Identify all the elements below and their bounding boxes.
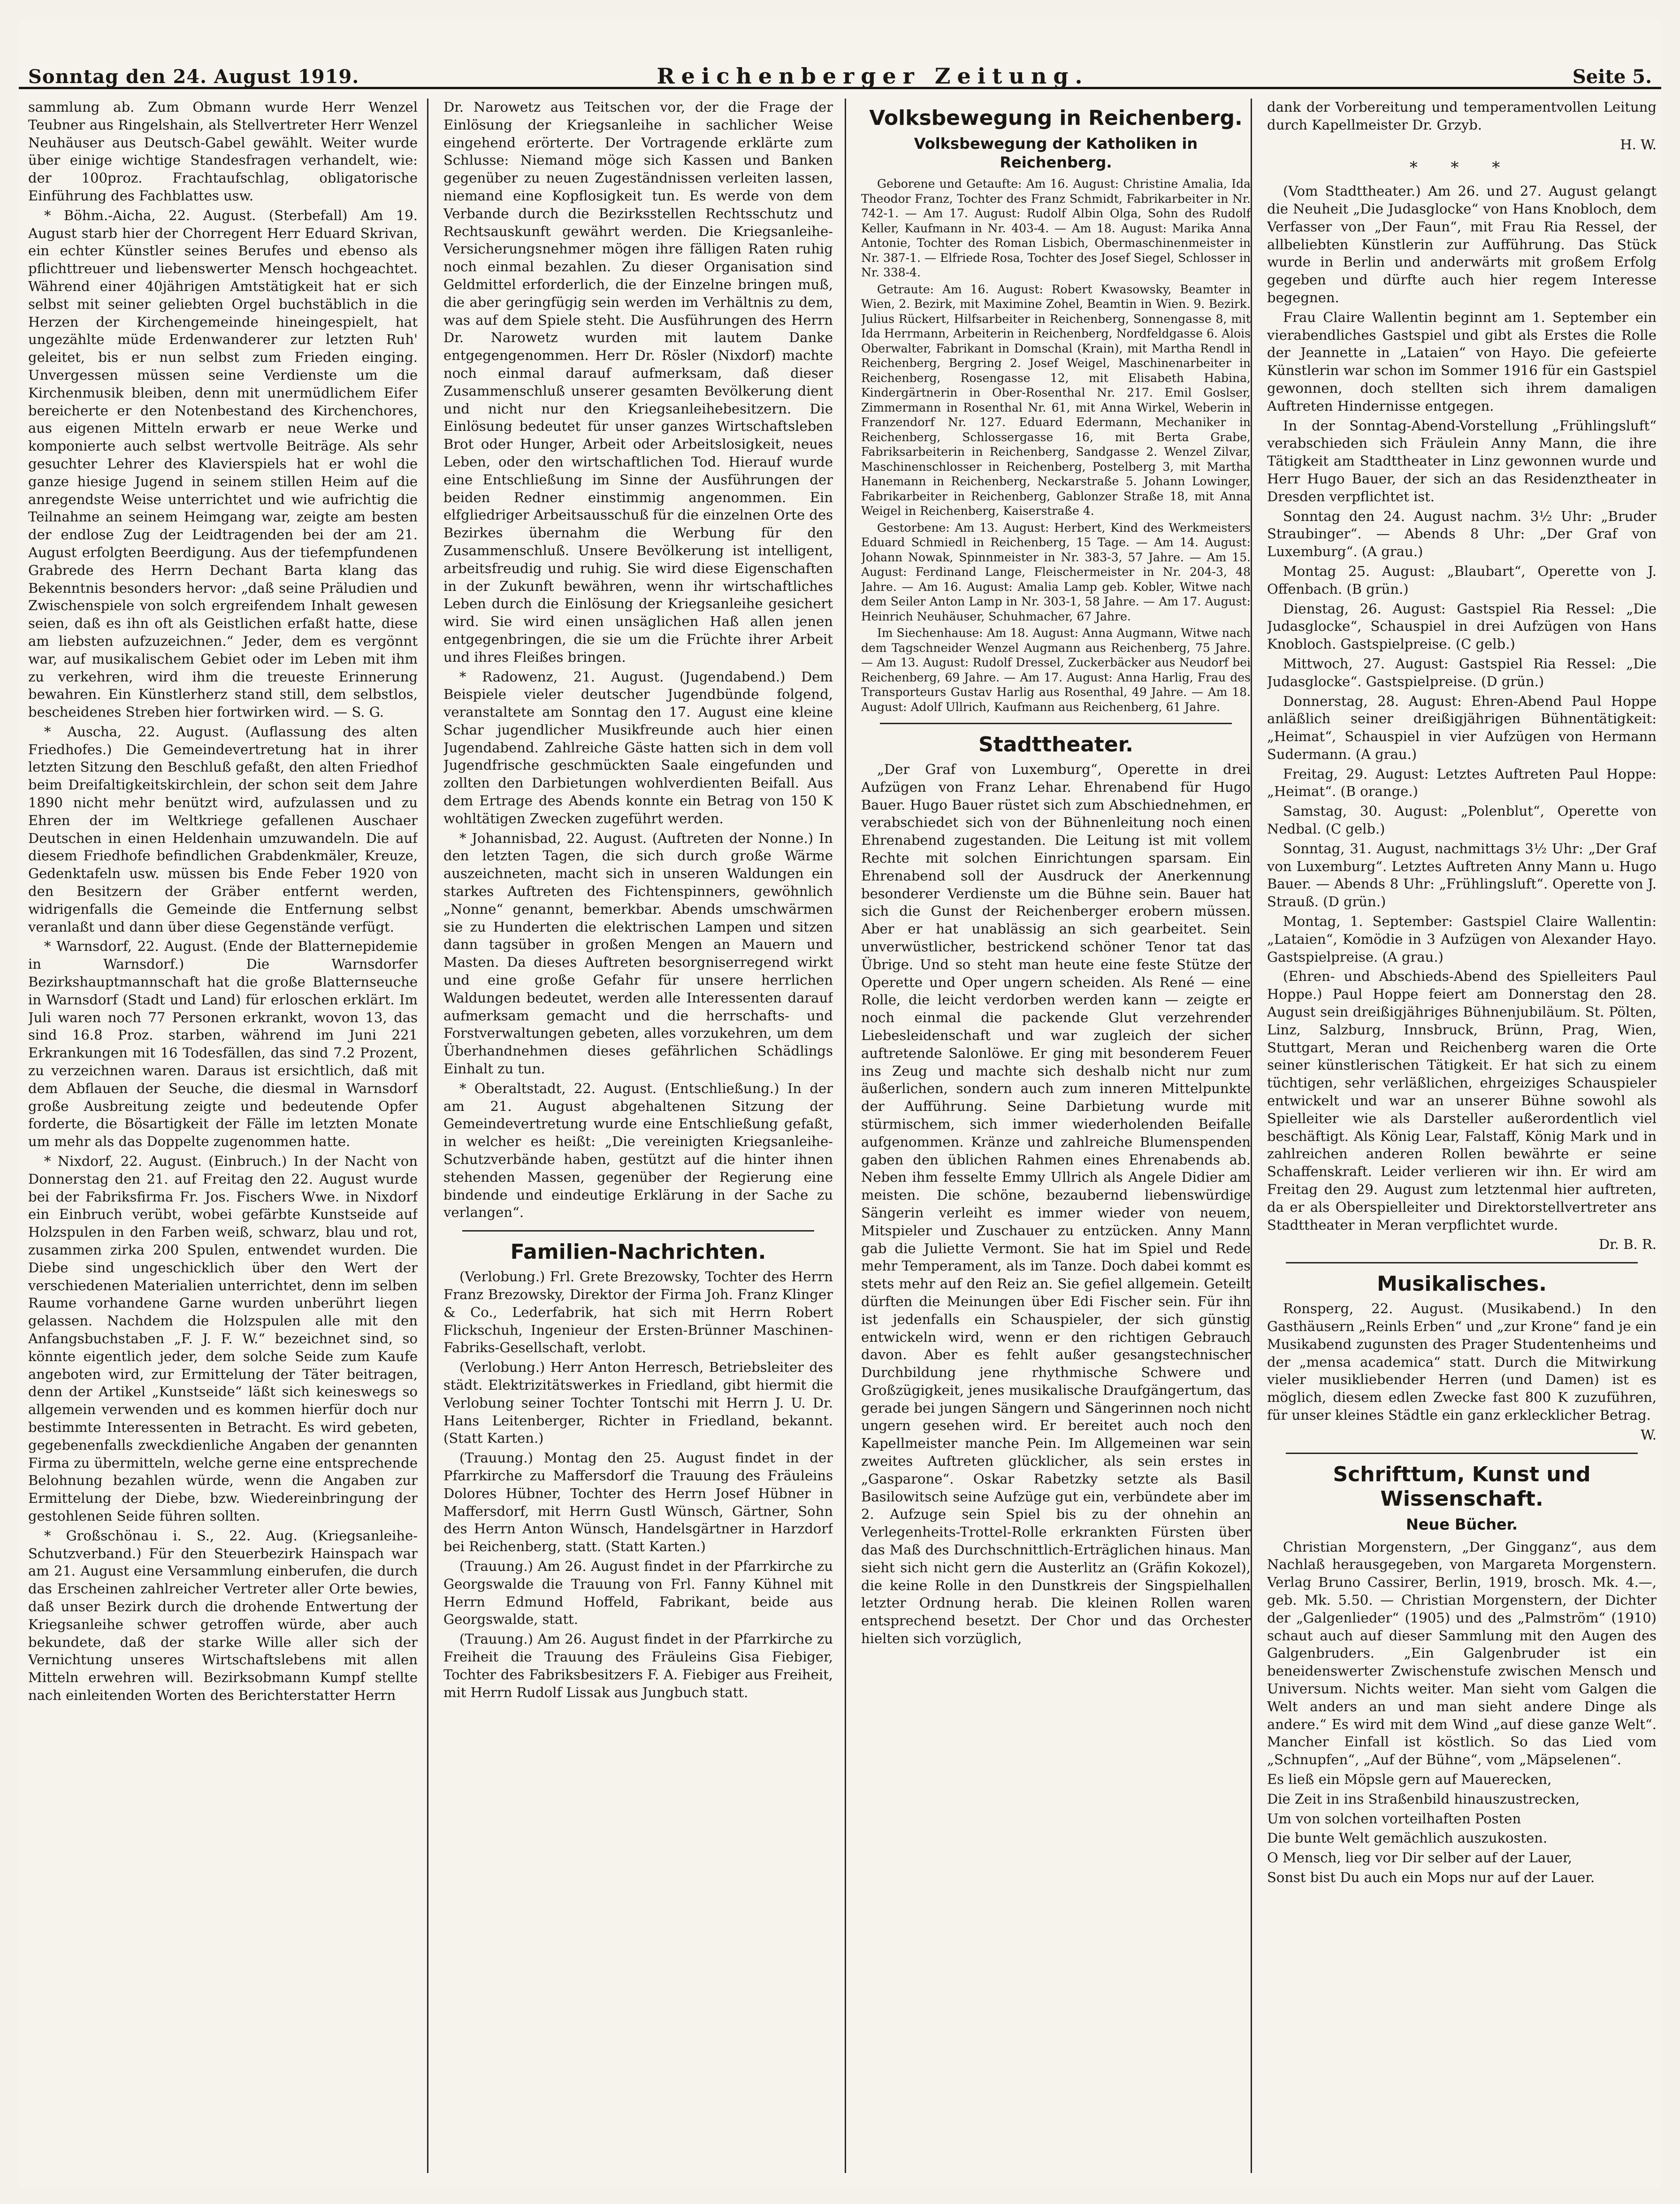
section-subheading-books: Neue Bücher. xyxy=(1405,1515,1518,1533)
section-rule xyxy=(1286,1262,1638,1263)
column-1 xyxy=(28,99,418,2178)
column-2 xyxy=(443,99,833,2178)
poem-line: Die Zeit in ins Straßenbild hinauszustrecken, xyxy=(1267,1791,1580,1807)
newspaper-title: Reichenberger Zeitung. xyxy=(657,63,1089,89)
section-heading-literature: Schrifttum, Kunst und Wissenschaft. xyxy=(1333,1462,1591,1511)
article-auscha: * Auscha, 22. August. (Auflassung des alten Friedhofes.) Die Gemeindevertretung hat in ihrer letzten Sitzung den Beschluß gefaßt, den alten Friedhof beim Dreifaltigkeitskirchlein, der schon seit dem Jahre 1890 nicht mehr benützt wird, aufzulassen und zu Ehren der im Weltkriege gefallenen Auschaer Deutschen in einen Heldenhain umzuwandeln. Die auf diesem Friedhofe befindlichen Grabdenkmäler, Kreuze, Gedenktafeln usw. müssen bis Ende Feber 1920 von den Besitzern der Gräber entfernt werden, widrigenfalls die Gemeinde die Entfernung selbst veranlaßt und dann über diese Gegenstände verfügt. xyxy=(28,723,418,935)
theater-news: Frau Claire Wallentin beginnt am 1. September ein vierabendliches Gastspiel und gibt als Erstes die Rolle der Jeannette in „Lataien“ von Hayo. Die gefeierte Künstlerin war schon im Sommer 1916 für ein Gastspiel gewonnen, doch stellten sich ihrem damaligen Auftreten Hindernisse entgegen. xyxy=(1267,309,1657,414)
schedule-item: Sonntag, 31. August, nachmittags 3½ Uhr: „Der Graf von Luxemburg“. Letztes Auftreten Anny Mann u. Hugo Bauer. — Abends 8 Uhr: „Frühlingsluft“. Operette von J. Strauß. (D grün.) xyxy=(1267,840,1657,910)
section-heading-population: Volksbewegung in Reichenberg. xyxy=(869,106,1243,130)
schedule-item: Samstag, 30. August: „Polenblut“, Operette von Nedbal. (C gelb.) xyxy=(1267,803,1657,837)
article-paul-hoppe: (Ehren- und Abschieds-Abend des Spielleiters Paul Hoppe.) Paul Hoppe feiert am Donnerstag den 28. August sein dreißigjähriges Bühnenjubiläum. St. Pölten, Linz, Salzburg, Innsbruck, Brünn, Prag, Wien, Stuttgart, Meran und Reichenberg waren die Orte seiner künstlerischen Tätigkeit. Er hat sich zu einem tüchtigen, sehr verläßlichen, ehrgeiziges Schauspieler entwickelt und war an unserer Bühne sowohl als Spielleiter wie als Darsteller außerordentlich viel beschäftigt. Als König Lear, Falstaff, König Mark und in zahlreichen anderen Rollen bewährte er seine Schaffenskraft. Leider verlieren wir ihn. Er wird am Freitag den 29. August zum letztenmal hier auftreten, da er als Oberspielleiter und Direktorstellvertreter ans Stadttheater in Meran verpflichtet wurde. xyxy=(1267,968,1657,1233)
section-rule xyxy=(1286,1453,1638,1454)
family-notice: (Trauung.) Montag den 25. August findet in der Pfarrkirche zu Maffersdorf die Trauung des Fräuleins Dolores Hübner, Tochter des Herrn Josef Hübner in Maffersdorf, mit Herrn Gustl Wünsch, Gärtner, Sohn des Herrn Anton Wünsch, Handelsgärtner in Harzdorf bei Reichenberg, statt. (Statt Karten.) xyxy=(443,1450,833,1555)
article-oberaltstadt: * Oberaltstadt, 22. August. (Entschließung.) In der am 21. August abgehaltenen Sitzung der Gemeindevertretung wurde eine Entschließung gefaßt, in welcher es heißt: „Die vereinigten Kriegsanleihe-Schutzverbände haben, gestützt auf die hinter ihnen stehenden Massen, gegenüber der Regierung eine bindende und eindeutige Erklärung in der Sache zu verlangen“. xyxy=(443,1080,833,1221)
theater-review: „Der Graf von Luxemburg“, Operette in drei Aufzügen von Franz Lehar. Ehrenabend für Hugo Bauer. Hugo Bauer rüstet sich zum Abschiednehmen, er verabschiedet sich von der Bühnenleitung noch einen Ehrenabend zugestanden. Die Leitung ist mit vollem Rechte mit solchen Einrichtungen sparsam. Ein Ehrenabend soll der Ausdruck der Anerkennung besonderer Verdienste um die Bühne sein. Bauer hat sich die Gunst der Reichenberger erobern müssen. Aber er hat unablässig an sich gearbeitet. Sein unverwüstlicher, bestrickend schöner Tenor tat das Übrige. Und so steht man heute eine feste Stütze der Operette und Oper ungern scheiden. Als René — eine Rolle, die leicht verdorben werden kann — zeigte er noch einmal die packende Glut verzehrender Liebesleidenschaft und war zugleich der sicher auftretende Salonlöwe. Er ging mit besonderem Feuer ins Zeug und machte sich deshalb nicht nur zum äußerlichen, sondern auch zum inneren Mittelpunkte der Aufführung. Seine Darbietung wurde mit stürmischem, sich immer wiederholenden Beifalle aufgenommen. Kränze und zahlreiche Blumenspenden gaben den üblichen Rahmen eines Ehrenabends ab. Neben ihm fesselte Emmy Ullrich als Angele Didier am meisten. Die schöne, bezaubernd liebenswürdige Sängerin verleiht es immer wieder von neuem, Mitspieler und Zuschauer zu entzücken. Anny Mann gab die Juliette Vermont. Sie hat im Spiel und Rede mehr Temperament, als im Tanze. Doch dabei kommt es stets mehr auf den Reiz an. Sie gefiel allgemein. Geteilt dürften die Meinungen über Edi Fischer sein. Für ihn ist jedenfalls ein Schauspieler, der sich günstig entwickeln wird, wenn er den richtigen Gebrauch davon. Aber es fehlt außer gesangstechnischer Durchbildung jene rhythmische Schwere und Großzügigkeit, jenes musikalische Draufgängertum, das gerade bei jungen Sängern und Sängerinnen noch nicht ungern gesehen wird. Er bereitet auch noch den Kapellmeister manche Pein. Im Allgemeinen war sein zweites Auftreten glücklicher, als sein erstes in „Gasparone“. Oskar Rabetzky setzte als Basil Basilowitsch seine Aufzüge gut ein, verbündete aber im 2. Aufzuge sein Spiel bis zu der ohnehin an Verlegenheits-Trottel-Rolle erkrankten Fürsten über das Maß des Durchschnittlich-Erträglichen hinaus. Man sieht sich nicht gern die Austerlitz an (Gräfin Kokozel), die keine Rolle in den Dunstkreis der Singspielhallen letzter Ordnung herab. Die kleinen Rollen waren entsprechend besetzt. Der Chor und das Orchester hielten sich vorzüglich, xyxy=(861,761,1251,1647)
poem-line: O Mensch, lieg vor Dir selber auf der Lauer, xyxy=(1267,1850,1572,1866)
deaths-list: Gestorbene: Am 13. August: Herbert, Kind des Werkmeisters Eduard Schmiedl in Reichenberg, 15 Tage. — Am 14. August: Johann Nowak, Spinnmeister in Nr. 383-3, 57 Jahre. — Am 15. August: Ferdinand Lange, Fleischermeister in Nr. 204-3, 48 Jahre. — Am 16. August: Amalia Lamp geb. Kobler, Witwe nach dem Seiler Anton Lamp in Nr. 303-1, 58 Jahre. — Am 17. August: Heinrich Neuhäuser, Schuhmacher, 67 Jahre. xyxy=(861,520,1251,623)
author-signature: H. W. xyxy=(1620,136,1657,153)
section-heading-music: Musikalisches. xyxy=(1377,1272,1547,1296)
theater-news: In der Sonntag-Abend-Vorstellung „Frühlingsluft“ verabschieden sich Fräulein Anny Mann, die ihre Tätigkeit am Stadttheater in Linz gewonnen wurde und Herr Hugo Bauer, der sich an das Residenztheater in Dresden verpflichtet ist. xyxy=(1267,417,1657,505)
issue-date: Sonntag den 24. August 1919. xyxy=(28,66,359,88)
column-3 xyxy=(861,99,1251,2178)
masthead xyxy=(19,19,1661,89)
poem-line: Die bunte Welt gemächlich auszukosten. xyxy=(1267,1830,1548,1846)
article-radowenz: * Radowenz, 21. August. (Jugendabend.) Dem Beispiele vieler deutscher Jugendbünde folgend, veranstaltete am Sonntag den 17. August eine kleine Schar jugendlicher Musikfreunde auch hier einen Jugendabend. Zahlreiche Gäste hatten sich in dem voll Jugendfrische geschmückten Saale eingefunden und zollten den Darbietungen wohlverdienten Beifall. Aus dem Ertrage des Abends konnte ein Betrag von 150 K wohltätigen Zwecken zugeführt werden. xyxy=(443,668,833,826)
article-grossschoenau: * Großschönau i. S., 22. Aug. (Kriegsanleihe-Schutzverband.) Für den Steuerbezirk Hainspach war am 21. August eine Versammlung einberufen, die durch das Erscheinen zahlreicher Vertreter aller Orte bewies, daß unser Bezirk durch die drohende Entwertung der Kriegsanleihe schwer getroffen würde, aber auch bekundete, daß der starke Wille aller sich der Vernichtung unseres Wirtschaftslebens mit allen Mitteln erwehren will. Bezirksobmann Kumpf stellte nach einleitenden Worten des Berichterstatter Herrn xyxy=(28,1527,418,1703)
author-signature: Dr. B. R. xyxy=(1598,1236,1657,1253)
schedule-item: Mittwoch, 27. August: Gastspiel Ria Ressel: „Die Judasglocke“. Gastspielpreise. (D grün.) xyxy=(1267,655,1657,689)
schedule-item: Dienstag, 26. August: Gastspiel Ria Ressel: „Die Judasglocke“, Schauspiel in drei Aufzügen von Hans Knobloch. Gastspielpreise. (C gelb.) xyxy=(1267,600,1657,652)
theater-review-continued: dank der Vorbereitung und temperamentvollen Leitung durch Kapellmeister Dr. Grzyb. xyxy=(1267,99,1657,133)
schedule-item: Montag 25. August: „Blaubart“, Operette von J. Offenbach. (B grün.) xyxy=(1267,563,1657,597)
column-divider-2 xyxy=(845,99,846,2173)
author-signature: W. xyxy=(1641,1426,1657,1443)
schedule-item: Sonntag den 24. August nachm. 3½ Uhr: „Bruder Straubinger“. — Abends 8 Uhr: „Der Graf von Luxemburg“. (A grau.) xyxy=(1267,508,1657,560)
article-continued-2: Dr. Narowetz aus Teitschen vor, der die Frage der Einlösung der Kriegsanleihe in sachlicher Weise eingehend erörterte. Der Vortragende erklärte zum Schlusse: Niemand möge sich Kassen und Banken gegenüber zu neuen Zugeständnissen verleiten lassen, niemand eine Kopflosigkeit tun. Es werde von dem Verbande durch die Bezirksstellen Rechtsschutz und Rechtsauskunft gewährt werden. Die Kriegsanleihe-Versicherungsnehmer mögen ihre fälligen Raten ruhig noch einmal bezahlen. Zu dieser Organisation sind Geldmittel erforderlich, die der Einzelne bringen muß, die aber geringfügig sein werden im Verhältnis zu dem, was auf dem Spiele steht. Die Ausführungen des Herrn Dr. Narowetz wurden mit lautem Danke entgegengenommen. Herr Dr. Rösler (Nixdorf) machte noch einmal darauf aufmerksam, daß dieser Zusammenschluß unserer gesamten Bevölkerung dient und nicht nur den Kriegsanleihebesitzern. Die Einlösung bedeutet für unser ganzes Wirtschaftsleben Brot oder Hunger, Arbeit oder Arbeitslosigkeit, neues Leben, oder den wirtschaftlichen Tod. Hierauf wurde eine Entschließung im Sinne der Ausführungen der beiden Redner einstimmig angenommen. Ein elfgliedriger Arbeitsausschuß für die einzelnen Orte des Bezirkes übernahm die Werbung für den Zusammenschluß. Unsere Bevölkerung ist intelligent, arbeitsfreudig und ruhig. Sie wird diese Eigenschaften in der Zukunft bewähren, wenn ihr wirtschaftliches Leben durch die Einlösung der Kriegsanleihe gesichert wird. Sie wird einen unsäglichen Haß allen jenen entgegenbringen, die sie um die Früchte ihrer Arbeit und ihres Fleißes bringen. xyxy=(443,99,833,665)
section-heading-theater: Stadttheater. xyxy=(978,733,1133,757)
article-warnsdorf: * Warnsdorf, 22. August. (Ende der Blatternepidemie in Warnsdorf.) Die Warnsdorfer Bezirkshauptmannschaft hat die große Blatternseuche in Warnsdorf (Stadt und Land) für erloschen erklärt. Im Juli waren noch 77 Personen erkrankt, wovon 13, das sind 16.8 Proz. starben, während im Juni 221 Erkrankungen mit 16 Todesfällen, das sind 7.2 Prozent, zu verzeichnen waren. Daraus ist ersichtlich, daß mit dem Abflauen der Seuche, die diesmal in Warnsdorf große Ausbreitung zeigte und bedeutende Opfer forderte, die Bösartigkeit der Fälle im letzten Monate um mehr als das Doppelte zugenommen hatte. xyxy=(28,938,418,1150)
family-notice: (Trauung.) Am 26. August findet in der Pfarrkirche zu Georgswalde die Trauung von Frl. Fanny Kühnel mit Herrn Edmund Hoffeld, Fabrikant, beide aus Georgswalde, statt. xyxy=(443,1558,833,1628)
section-rule xyxy=(462,1230,814,1232)
marriages-list: Getraute: Am 16. August: Robert Kwasowsky, Beamter in Wien, 2. Bezirk, mit Maximine Zohel, Beamtin in Wien. 9. Bezirk. Julius Rückert, Hilfsarbeiter in Reichenberg, Sonnengasse 8, mit Ida Herrmann, Arbeiterin in Reichenberg, Nordfeldgasse 6. Alois Oberwalter, Fabrikant in Domschal (Krain), mit Martha Rendl in Reichenberg, Bergring 2. Josef Weigel, Maschinenarbeiter in Reichenberg, Rosengasse 12, mit Elisabeth Habina, Kindergärtnerin in Ober-Rosenthal Nr. 217. Emil Goslser, Zimmermann in Rosenthal Nr. 61, mit Anna Wirkel, Weberin in Franzendorf Nr. 127. Eduard Edermann, Mechaniker in Reichenberg, Schlossergasse 16, mit Berta Grabe, Fabriksarbeiterin in Reichenberg, Sandgasse 2. Wenzel Zilvar, Maschinenschlosser in Reichenberg, Postelberg 3, mit Martha Hanemann in Reichenberg, Neckarstraße 5. Johann Lowinger, Fabrikarbeiter in Reichenberg, Gablonzer Straße 18, mit Anna Weigel in Reichenberg, Kaiserstraße 4. xyxy=(861,282,1251,518)
poem-line: Es ließ ein Möpsle gern auf Mauerecken, xyxy=(1267,1771,1552,1787)
column-divider-1 xyxy=(427,99,428,2173)
newspaper-page xyxy=(19,19,1661,2187)
article-continued: sammlung ab. Zum Obmann wurde Herr Wenzel Teubner aus Ringelshain, als Stellvertreter Herr Wenzel Neuhäuser aus Deutsch-Gabel gewählt. Weiter wurde über einige wichtige Standesfragen verhandelt, wie: der 100proz. Frachtaufschlag, obligatorische Einführung des Fachblattes usw. xyxy=(28,99,418,204)
births-list: Geborene und Getaufte: Am 16. August: Christine Amalia, Ida Theodor Franz, Tochter des Franz Schmidt, Fabrikarbeiter in Nr. 742-1. — Am 17. August: Rudolf Albin Olga, Sohn des Rudolf Keller, Kaufmann in Nr. 403-4. — Am 18. August: Marika Anna Antonie, Tochter des Roman Lisbich, Obermaschinenmeister in Nr. 387-1. — Elfriede Rosa, Tochter des Josef Siegel, Schlosser in Nr. 338-4. xyxy=(861,177,1251,279)
column-divider-3 xyxy=(1251,99,1252,2173)
schedule-item: Montag, 1. September: Gastspiel Claire Wallentin: „Lataien“, Komödie in 3 Aufzügen von Alexander Hayo. Gastspielpreise. (A grau.) xyxy=(1267,913,1657,965)
schedule-item: Freitag, 29. August: Letztes Auftreten Paul Hoppe: „Heimat“. (B orange.) xyxy=(1267,765,1657,800)
book-review: Christian Morgenstern, „Der Gingganz“, aus dem Nachlaß herausgegeben, von Margareta Morgenstern. Verlag Bruno Cassirer, Berlin, 1919, brosch. Mk. 4.—, geb. Mk. 5.50. — Christian Morgenstern, der Dichter der „Galgenlieder“ (1905) und des „Palmström“ (1910) schaut auch auf dieser Sammlung mit den Augen des Galgenbruders. „Ein Galgenbruder ist ein beneidenswerter Zwischenstufe zwischen Mensch und Universum. Nichts weiter. Man sieht vom Galgen die Welt anders an und man sieht andere Dinge als andere.“ Es wird mit dem Wind „auf diese ganze Welt“. Mancher Einfall ist köstlich. So das Lied vom „Schnupfen“, „Auf der Bühne“, vom „Mäpselenen“. xyxy=(1267,1538,1657,1768)
article-johannisbad: * Johannisbad, 22. August. (Auftreten der Nonne.) In den letzten Tagen, die sich durch große Wärme auszeichneten, macht sich in unseren Waldungen ein starkes Auftreten des Fichtenspinners, gewöhnlich „Nonne“ genannt, bemerkbar. Abends umschwärmen sie zu Hunderten die elektrischen Lampen und sitzen dann tagsüber in großen Mengen an Mauern und Masten. Da dieses Auftreten besorgniserregend wirkt und eine große Gefahr für unsere herrlichen Waldungen bedeutet, werden alle Interessenten darauf aufmerksam gemacht und die herrschafts- und Forstverwaltungen gebeten, alles vorzukehren, um dem Überhandnehmen dieses gefährlichen Schädlings Einhalt zu tun. xyxy=(443,830,833,1077)
article-ronsperg: Ronsperg, 22. August. (Musikabend.) In den Gasthäusern „Reinls Erben“ und „zur Krone“ fand je ein Musikabend zugunsten des Prager Studentenheims und der „mensa academica“ statt. Durch die Mitwirkung vieler musikliebender Herren (und Damen) ist es möglich, diesem edlen Zwecke fast 800 K zuzuführen, für unser kleines Städtle ein ganz erklecklicher Betrag. xyxy=(1267,1301,1657,1423)
article-boehm-aicha: * Böhm.-Aicha, 22. August. (Sterbefall) Am 19. August starb hier der Chorregent Herr Eduard Skrivan, ein echter Künstler seines Berufes und ebenso als pflichttreuer und liebenswerter Mensch hochgeachtet. Während einer 40jährigen Amtstätigkeit hat er sich selbst mit seiner geliebten Orgel buchstäblich in die Herzen der Kirchengemeinde hineingespielt, hat ungezählte müde Erdenwanderer zur letzten Ruh' geleitet, bis er nun selbst zum Frieden einging. Unvergessen müssen seine Verdienste um die Kirchenmusik bleiben, denn mit unermüdlichem Eifer bereicherte er den Notenbestand des Kirchenchores, aus eigenen Mitteln erwarb er neue Werke und komponierte auch selbst wertvolle Beiträge. Als sehr gesuchter Lehrer des Klavierspiels hat er wohl die ganze hiesige Jugend in seinem stillen Heim auf die anregendste Weise unterrichtet und wie aufrichtig die Teilnahme an seinem Heimgang war, zeigte am besten der endlose Zug der Leidtragenden bei der am 21. August erfolgten Beerdigung. Aus der tiefempfundenen Grabrede des Herrn Dechant Barta klang das Bekenntnis besonders hervor: „daß seine Präludien und Zwischenspiele von solch ergreifendem Inhalt gewesen seien, daß es ihn oft als Geistlichen erfaßt hatte, diese am liebsten aufzuzeichnen.“ Jeder, dem es vergönnt war, auf musikalischem Gebiet oder im Leben mit ihm zu verkehren, wird ihm die treueste Erinnerung bewahren. Ein Künstlerherz stand still, dem selbstlos, bescheidenes Streben hier fortwirken wird. — S. G. xyxy=(28,207,418,720)
infirmary-deaths-list: Im Siechenhause: Am 18. August: Anna Augmann, Witwe nach dem Tagschneider Wenzel Augmann aus Reichenberg, 75 Jahre. — Am 13. August: Rudolf Dressel, Zuckerbäcker aus Neudorf bei Reichenberg, 69 Jahre. — Am 17. August: Anna Harlig, Frau des Transporteurs Gustav Harlig aus Rosenthal, 49 Jahre. — Am 18. August: Adolf Ullrich, Kaufmann aus Reichenberg, 61 Jahre. xyxy=(861,626,1251,714)
poem-line: Sonst bist Du auch ein Mops nur auf der Lauer. xyxy=(1267,1869,1595,1885)
column-4 xyxy=(1267,99,1657,2178)
section-subheading-catholics: Volksbewegung der Katholiken in Reichenberg. xyxy=(914,135,1198,171)
theater-news: (Vom Stadttheater.) Am 26. und 27. August gelangt die Neuheit „Die Judasglocke“ von Hans Knobloch, dem Verfasser von „Der Faun“, mit Frau Ria Ressel, der allbeliebten Künstlerin zur Aufführung. Das Stück wurde in Berlin und anderwärts mit großem Erfolg gegeben und dürfte auch hier regem Interesse begegnen. xyxy=(1267,183,1657,306)
poem-line: Um von solchen vorteilhaften Posten xyxy=(1267,1810,1521,1827)
family-notice: (Verlobung.) Frl. Grete Brezowsky, Tochter des Herrn Franz Brezowsky, Direktor der Firma Joh. Franz Klinger & Co., Lederfabrik, hat sich mit Herrn Robert Flickschuh, Ingenieur der Ersten-Brünner Maschinen-Fabriks-Gesellschaft, verlobt. xyxy=(443,1269,833,1356)
family-notice: (Verlobung.) Herr Anton Herresch, Betriebsleiter des städt. Elektrizitätswerkes in Friedland, gibt hiermit die Verlobung seiner Tochter Tontschi mit Herrn J. U. Dr. Hans Leitenberger, Richter in Friedland, bekannt. (Statt Karten.) xyxy=(443,1359,833,1446)
page-number: Seite 5. xyxy=(1572,66,1652,88)
section-heading-family: Familien-Nachrichten. xyxy=(510,1240,766,1264)
section-separator: * * * xyxy=(1409,158,1514,177)
family-notice: (Trauung.) Am 26. August findet in der Pfarrkirche zu Freiheit die Trauung des Fräuleins Gisa Fiebiger, Tochter des Fabriksbesitzers F. A. Fiebiger aus Freiheit, mit Herrn Rudolf Lissak aus Jungbuch statt. xyxy=(443,1631,833,1700)
article-nixdorf: * Nixdorf, 22. August. (Einbruch.) In der Nacht von Donnerstag den 21. auf Freitag den 22. August wurde bei der Fabriksfirma Fr. Jos. Fischers Wwe. in Nixdorf ein Einbruch verübt, wobei gefärbte Kunstseide auf Holzspulen in den Farben weiß, schwarz, blau und rot, zusammen zirka 200 Spulen, entwendet wurden. Die Diebe sind ungeschicklich über den Wert der verschiedenen Materialien unterrichtet, denn im selben Raume vorhandene Garne wurden unberührt liegen gelassen. Nachdem die Holzspulen alle mit den Anfangsbuchstaben „F. J. F. W.“ bezeichnet sind, so könnte eigentlich jeder, dem solche Seide zum Kaufe angeboten wird, zur Ermittelung der Täter beitragen, denn der Artikel „Kunstseide“ läßt sich keineswegs so allgemein verwenden und es kommen hierfür doch nur bestimmte Interessenten in Betracht. Es wird gebeten, gegebenenfalls zweckdienliche Angaben der genannten Firma zu übermitteln, welche gerne eine entsprechende Belohnung bezahlen würde, wenn die Angaben zur Ermittelung der Diebe, bzw. Wiedereinbringung der gestohlenen Seide führen sollten. xyxy=(28,1153,418,1524)
schedule-item: Donnerstag, 28. August: Ehren-Abend Paul Hoppe anläßlich seiner dreißigjährigen Bühnentätigkeit: „Heimat“, Schauspiel in vier Aufzügen von Hermann Sudermann. (A grau.) xyxy=(1267,693,1657,762)
section-rule xyxy=(880,723,1232,724)
